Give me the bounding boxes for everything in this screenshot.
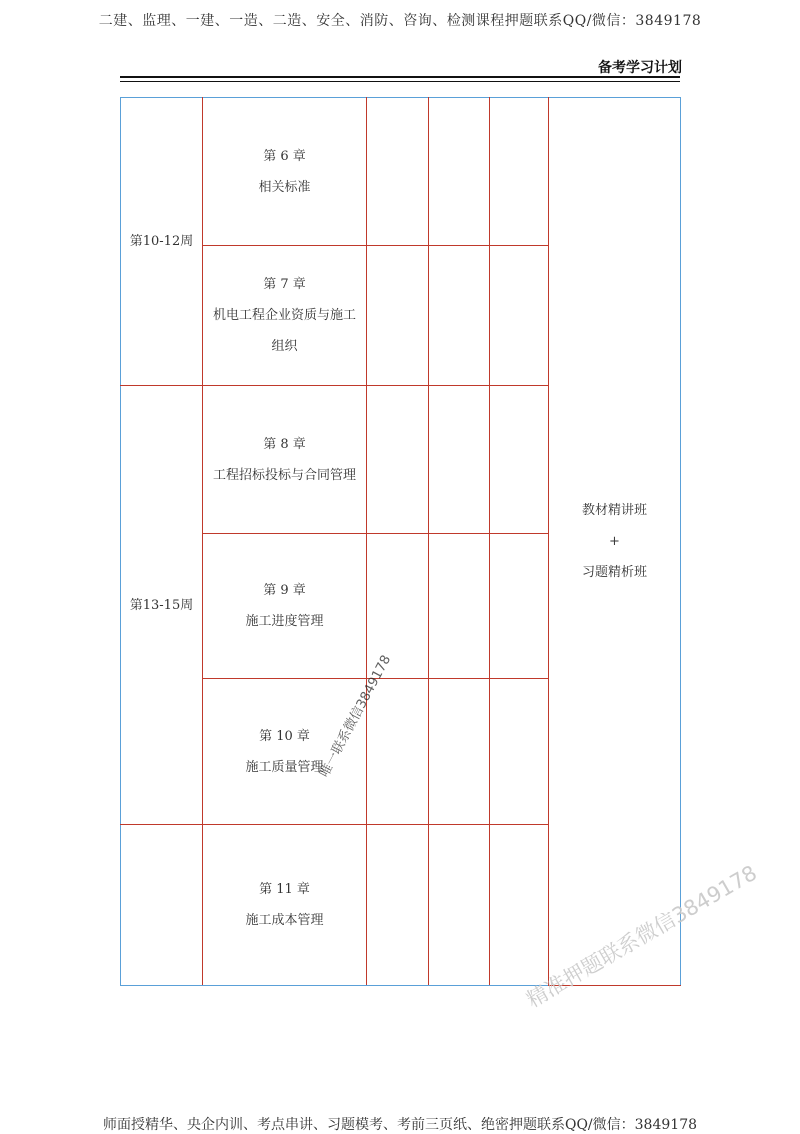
- watermark-large: 精准押题联系微信3849178: [522, 860, 761, 1013]
- watermark-small: 唯一联系微信3849178: [317, 652, 395, 780]
- chapter-title: 施工质量管理: [245, 759, 324, 775]
- empty-cell: [367, 246, 429, 386]
- empty-cell: [429, 534, 490, 679]
- chapter-title: 机电工程企业资质与施工组织: [213, 308, 357, 354]
- empty-cell: [490, 825, 549, 986]
- chapter-cell: [203, 825, 367, 986]
- empty-cell: [490, 679, 549, 825]
- chapter-title: 相关标准: [258, 179, 311, 195]
- empty-cell: [367, 386, 429, 534]
- chapter-cell: [203, 98, 367, 246]
- chapter-cell: [203, 386, 367, 534]
- empty-cell: [490, 246, 549, 386]
- study-plan-table: [120, 97, 681, 986]
- chapter-cell: [203, 679, 367, 825]
- chapter-title: 工程招标投标与合同管理: [213, 467, 357, 483]
- empty-cell: [367, 98, 429, 246]
- top-contact-banner: 二建、监理、一建、一造、二造、安全、消防、咨询、检测课程押题联系QQ/微信：3849178: [98, 13, 702, 29]
- document-title: 备考学习计划: [598, 60, 682, 76]
- table-row: [121, 98, 681, 246]
- course-plus: +: [609, 534, 620, 549]
- empty-cell: [490, 386, 549, 534]
- week-cell: 第13-15周: [121, 386, 203, 825]
- footer-contact-banner: 师面授精华、央企内训、考点串讲、习题模考、考前三页纸、绝密押题联系QQ/微信：3849178: [102, 1117, 698, 1133]
- header-rule-thin: [120, 81, 680, 82]
- header-rule-thick: [120, 76, 680, 78]
- empty-cell: [429, 825, 490, 986]
- empty-cell: [429, 98, 490, 246]
- empty-cell: [367, 534, 429, 679]
- chapter-number: 第 11 章: [259, 882, 310, 897]
- chapter-number: 第 9 章: [263, 583, 306, 598]
- week-cell: [121, 825, 203, 986]
- chapter-number: 第 7 章: [263, 277, 306, 292]
- chapter-number: 第 10 章: [259, 728, 310, 744]
- chapter-number: 第 6 章: [263, 148, 306, 164]
- course-cell: [549, 98, 681, 986]
- empty-cell: [367, 825, 429, 986]
- empty-cell: [429, 386, 490, 534]
- empty-cell: [490, 534, 549, 679]
- empty-cell: [490, 98, 549, 246]
- week-cell: 第10-12周: [121, 98, 203, 386]
- chapter-title: 施工进度管理: [245, 614, 324, 629]
- empty-cell: [429, 679, 490, 825]
- chapter-cell: [203, 534, 367, 679]
- chapter-title: 施工成本管理: [245, 913, 324, 928]
- course-name-2: 习题精析班: [581, 565, 647, 580]
- empty-cell: [367, 679, 429, 825]
- course-name-1: 教材精讲班: [581, 503, 647, 518]
- chapter-number: 第 8 章: [263, 436, 306, 452]
- empty-cell: [429, 246, 490, 386]
- chapter-cell: [203, 246, 367, 386]
